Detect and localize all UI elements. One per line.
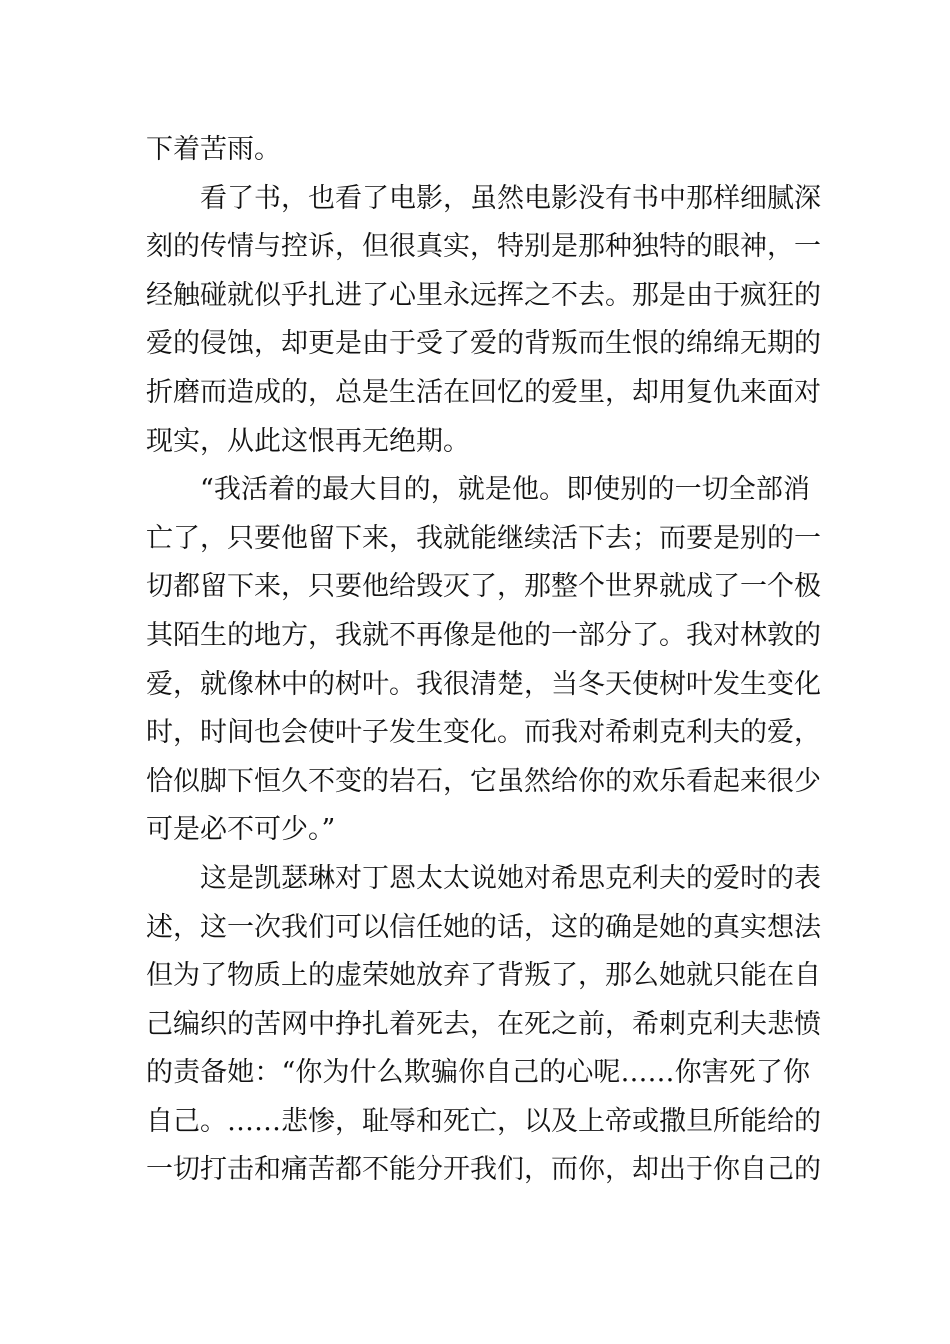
text-line: 的责备她：“你为什么欺骗你自己的心呢……你害死了你 bbox=[146, 1057, 810, 1089]
text-line: 但为了物质上的虚荣她放弃了背叛了，那么她就只能在自 bbox=[146, 960, 821, 992]
text-line: 切都留下来，只要他给毁灭了，那整个世界就成了一个极 bbox=[146, 571, 821, 603]
body-text bbox=[146, 126, 821, 1195]
text-line: 折磨而造成的，总是生活在回忆的爱里，却用复仇来面对 bbox=[146, 376, 821, 408]
text-line: 爱的侵蚀，却更是由于受了爱的背叛而生恨的绵绵无期的 bbox=[146, 328, 821, 360]
text-line: 可是必不可少。” bbox=[146, 814, 336, 846]
text-line: 己编织的苦网中挣扎着死去，在死之前，希刺克利夫悲愤 bbox=[146, 1008, 821, 1040]
paragraph-first-line: 看了书，也看了电影，虽然电影没有书中那样细腻深 bbox=[200, 182, 821, 214]
text-line: 现实，从此这恨再无绝期。 bbox=[146, 425, 470, 457]
paragraph-first-line: “我活着的最大目的，就是他。即使别的一切全部消 bbox=[200, 474, 810, 506]
text-line: 亡了，只要他留下来，我就能继续活下去；而要是别的一 bbox=[146, 522, 821, 554]
text-line: 经触碰就似乎扎进了心里永远挥之不去。那是由于疯狂的 bbox=[146, 279, 821, 311]
paragraph-first-line: 这是凯瑟琳对丁恩太太说她对希思克利夫的爱时的表 bbox=[200, 862, 821, 894]
text-line: 其陌生的地方，我就不再像是他的一部分了。我对林敦的 bbox=[146, 619, 821, 651]
text-line: 时，时间也会使叶子发生变化。而我对希刺克利夫的爱， bbox=[146, 717, 821, 749]
text-line: 爱，就像林中的树叶。我很清楚，当冬天使树叶发生变化 bbox=[146, 668, 821, 700]
text-line: 述，这一次我们可以信任她的话，这的确是她的真实想法 bbox=[146, 911, 821, 943]
text-line: 一切打击和痛苦都不能分开我们，而你，却出于你自己的 bbox=[146, 1154, 821, 1186]
text-line: 恰似脚下恒久不变的岩石，它虽然给你的欢乐看起来很少 bbox=[146, 765, 821, 797]
text-line: 刻的传情与控诉，但很真实，特别是那种独特的眼神，一 bbox=[146, 231, 821, 263]
text-line: 自己。……悲惨，耻辱和死亡，以及上帝或撒旦所能给的 bbox=[146, 1105, 821, 1137]
text-line: 下着苦雨。 bbox=[146, 134, 281, 165]
